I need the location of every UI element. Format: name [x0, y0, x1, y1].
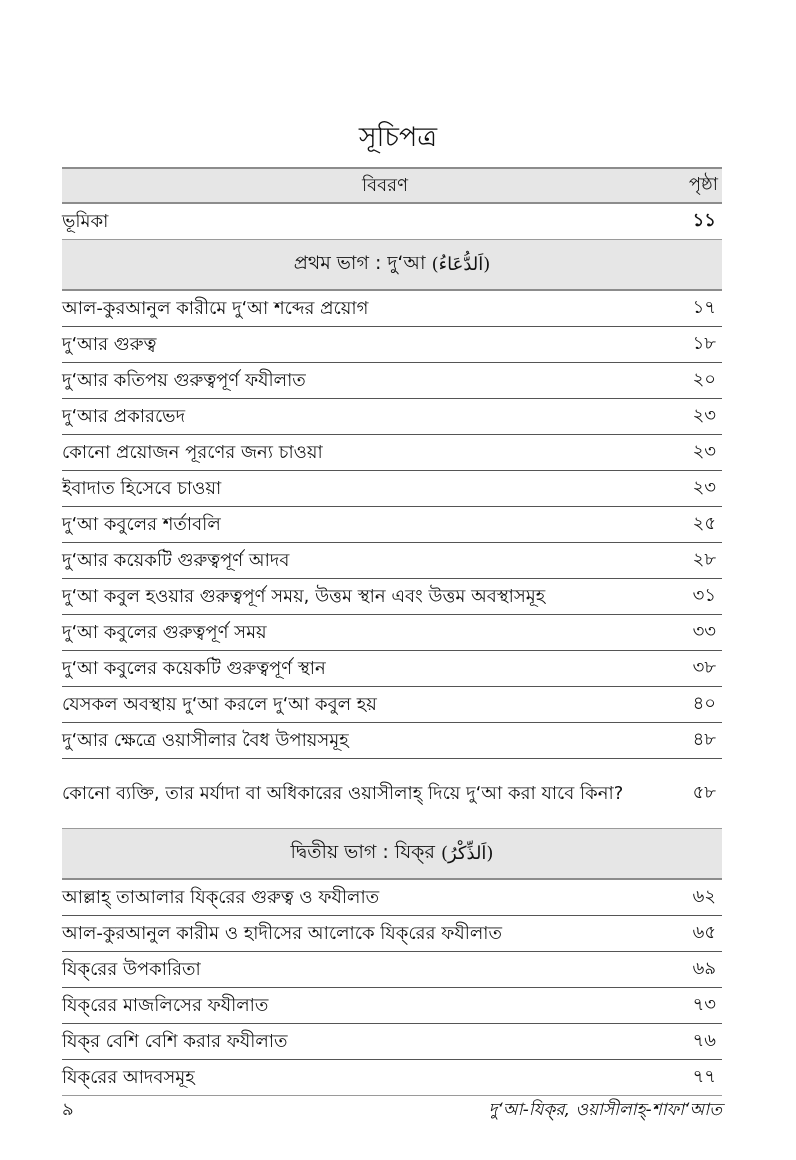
entry-page: ৬২ [692, 886, 716, 907]
toc-entry[interactable] [62, 507, 722, 543]
entry-page: ৪৮ [692, 729, 716, 750]
entry-title: যিক্‌র বেশি বেশি করার ফযীলাত [62, 1030, 288, 1052]
entry-title: দু‘আ কবুল হওয়ার গুরুত্বপূর্ণ সময়, উত্তম স্থান এবং উত্তম অবস্থাসমূহ [62, 585, 546, 607]
running-footer-title: দু‘আ-যিক্‌র, ওয়াসীলাহ্‌-শাফা‘আত [488, 1100, 722, 1120]
entry-page: ২৩ [692, 441, 716, 462]
entry-title: যিক্‌রের উপকারিতা [62, 958, 201, 980]
toc-entry[interactable] [62, 363, 722, 399]
page-column-header: পৃষ্ঠা [688, 174, 718, 195]
description-column-header: বিবরণ [362, 174, 408, 196]
page-number: ৯ [62, 1099, 74, 1120]
entry-title: যিক্‌রের মাজলিসের ফযীলাত [62, 994, 269, 1016]
toc-entry[interactable] [62, 399, 722, 435]
section-header-dua [62, 240, 722, 291]
toc-entry[interactable] [62, 952, 722, 988]
toc-entry[interactable] [62, 471, 722, 507]
entry-page: ৭৩ [692, 994, 716, 1015]
toc-entry[interactable] [62, 1024, 722, 1060]
entry-title: কোনো প্রয়োজন পূরণের জন্য চাওয়া [62, 441, 323, 463]
entry-page: ১১ [692, 210, 716, 231]
entry-title: আল-কুরআনুল কারীমে দু‘আ শব্দের প্রয়োগ [62, 297, 369, 319]
entry-title: দু‘আ কবুলের কয়েকটি গুরুত্বপূর্ণ স্থান [62, 657, 326, 679]
entry-title: দু‘আর ক্ষেত্রে ওয়াসীলার বৈধ উপায়সমূহ [62, 729, 349, 751]
toc-entry[interactable] [62, 988, 722, 1024]
toc-header-row [62, 169, 722, 204]
toc-entry[interactable] [62, 615, 722, 651]
section-arabic-title: (اَلدُّعَاءُ) [431, 254, 491, 275]
section-arabic-title: (اَلذِّكْرُ) [440, 843, 494, 864]
section-entries-dua [62, 291, 722, 829]
entry-page: ২০ [692, 369, 716, 390]
entry-page: ৩৩ [692, 621, 716, 642]
entry-title: দু‘আ কবুলের শর্তাবলি [62, 513, 221, 535]
toc-entry[interactable] [62, 759, 722, 829]
table-of-contents [62, 167, 722, 1096]
toc-entry-intro[interactable] [62, 204, 722, 240]
page-footer [62, 1095, 722, 1125]
section-title: দ্বিতীয় ভাগ : যিক্‌র [290, 840, 435, 863]
entry-page: ৬৯ [692, 958, 716, 979]
entry-title: ভূমিকা [62, 210, 109, 232]
toc-entry[interactable] [62, 723, 722, 759]
toc-entry[interactable] [62, 435, 722, 471]
entry-page: ৪০ [692, 693, 716, 714]
entry-title: দু‘আ কবুলের গুরুত্বপূর্ণ সময় [62, 621, 267, 643]
entry-page: ৩১ [692, 585, 716, 606]
section-entries-zikr [62, 880, 722, 1096]
entry-page: ২৩ [692, 477, 716, 498]
toc-entry[interactable] [62, 651, 722, 687]
toc-entry[interactable] [62, 579, 722, 615]
toc-entry[interactable] [62, 1060, 722, 1096]
toc-entry[interactable] [62, 291, 722, 327]
entry-page: ১৭ [692, 297, 716, 318]
toc-entry[interactable] [62, 543, 722, 579]
entry-title: যিক্‌রের আদবসমূহ [62, 1066, 195, 1088]
section-title: প্রথম ভাগ : দু‘আ [293, 251, 426, 274]
entry-page: ২৫ [692, 513, 716, 534]
entry-title: দু‘আর প্রকারভেদ [62, 405, 186, 427]
entry-title: দু‘আর কয়েকটি গুরুত্বপূর্ণ আদব [62, 549, 290, 571]
entry-title: ইবাদাত হিসেবে চাওয়া [62, 477, 222, 499]
entry-title: আল্লাহ্‌ তাআলার যিক্‌রের গুরুত্ব ও ফযীলাত [62, 886, 380, 908]
page-title: সূচিপত্র [358, 122, 438, 153]
entry-page: ৩৮ [692, 657, 716, 678]
entry-page: ৫৮ [692, 782, 716, 803]
entry-title: দু‘আর কতিপয় গুরুত্বপূর্ণ ফযীলাত [62, 369, 306, 391]
entry-page: ১৮ [692, 333, 716, 354]
entry-page: ৬৫ [692, 922, 716, 943]
section-header-zikr [62, 829, 722, 880]
entry-page: ২৮ [692, 549, 716, 570]
toc-entry[interactable] [62, 687, 722, 723]
toc-entry[interactable] [62, 880, 722, 916]
toc-entry[interactable] [62, 916, 722, 952]
entry-title: কোনো ব্যক্তি, তার মর্যাদা বা অধিকারের ওয়াসীলাহ্‌ দিয়ে দু‘আ করা যাবে কিনা? [62, 782, 624, 804]
toc-entry[interactable] [62, 327, 722, 363]
entry-page: ২৩ [692, 405, 716, 426]
entry-title: যেসকল অবস্থায় দু‘আ করলে দু‘আ কবুল হয় [62, 693, 377, 715]
entry-page: ৭৭ [692, 1066, 716, 1087]
entry-page: ৭৬ [692, 1030, 716, 1051]
entry-title: দু‘আর গুরুত্ব [62, 333, 157, 355]
entry-title: আল-কুরআনুল কারীম ও হাদীসের আলোকে যিক্‌রের ফযীলাত [62, 922, 503, 944]
